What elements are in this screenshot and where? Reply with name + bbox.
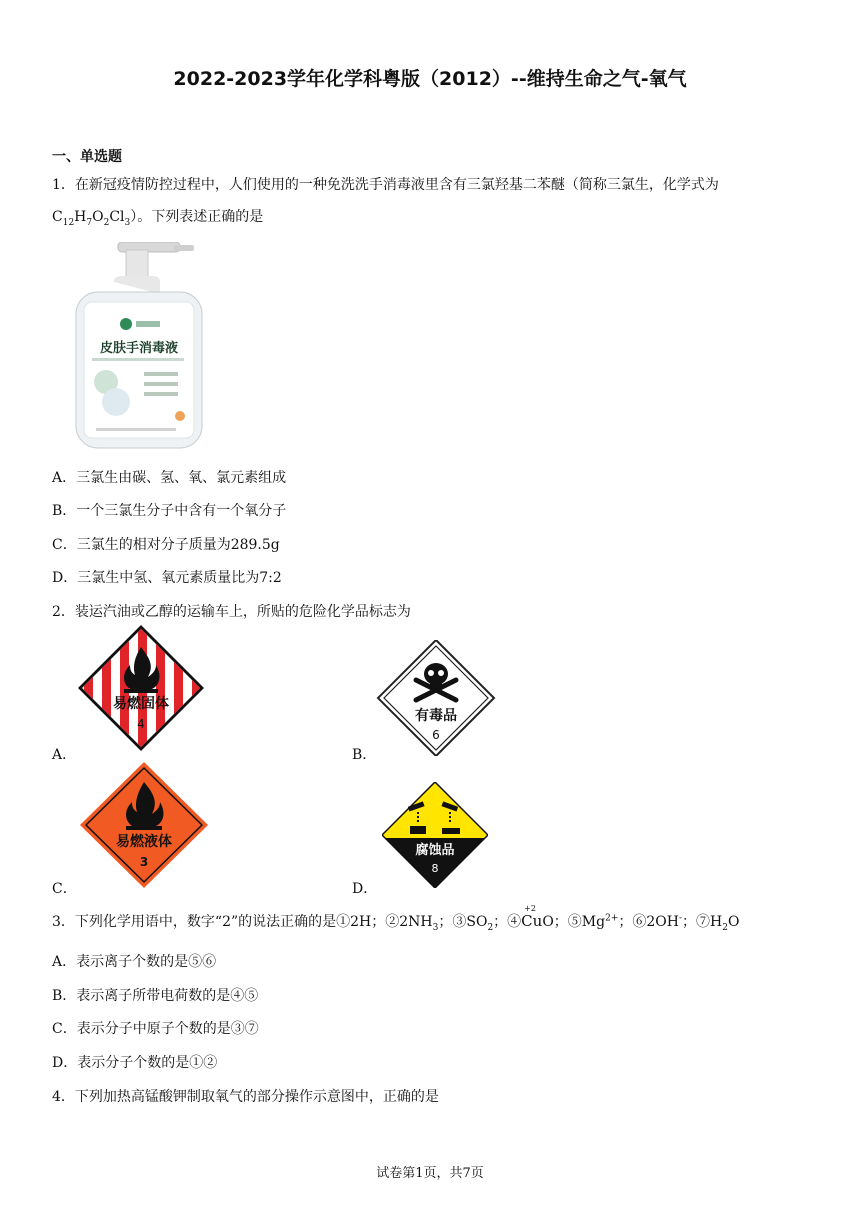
sign-b-text: 有毒品	[415, 708, 457, 724]
page-footer: 试卷第1页，共7页	[376, 1166, 484, 1181]
q3-stem-prefix: 3．下列化学用语中，数字“2”的说法正确的是①2H；②2NH	[52, 914, 433, 930]
page-title: 2022-2023学年化学科粤版（2012）--维持生命之气-氧气	[173, 68, 687, 90]
corrosive-sign	[382, 782, 488, 888]
q2-stem: 2．装运汽油或乙醇的运输车上，所贴的危险化学品标志为	[52, 604, 411, 620]
q1-formula: $C_{12}H_7O_2Cl_3$	[52, 209, 131, 228]
sign-d-number: 8	[431, 862, 439, 875]
sign-c-text: 易燃液体	[116, 834, 172, 850]
q3-cuo-formula: +2 CuO	[521, 904, 554, 930]
q3-option-a: A．表示离子个数的是⑤⑥	[52, 954, 217, 970]
q1-option-d: D．三氯生中氢、氧元素质量比为7:2	[52, 570, 282, 586]
q2-option-a-label: A．	[52, 747, 77, 763]
toxic-sign	[376, 640, 496, 756]
q4-stem: 4．下列加热高锰酸钾制取氧气的部分操作示意图中，正确的是	[52, 1089, 439, 1105]
q1-stem-line2	[52, 206, 263, 228]
sign-a-text: 易燃固体	[113, 696, 169, 712]
flammable-liquid-sign	[80, 762, 208, 888]
q3-option-b: B．表示离子所带电荷数的是④⑤	[52, 988, 259, 1004]
q2-option-d-label: D．	[352, 881, 378, 897]
q1-option-a: A．三氯生由碳、氢、氧、氯元素组成	[52, 470, 287, 486]
sign-d-text: 腐蚀品	[415, 843, 455, 858]
sign-c-number: 3	[139, 855, 149, 869]
sign-b-number: 6	[432, 728, 440, 742]
q1-stem-suffix: ）。下列表述正确的是	[130, 209, 264, 225]
q3-stem: 3．下列化学用语中，数字“2”的说法正确的是①2H；$②2NH_3$；$③SO_2$；④ +2 CuO；$⑤Mg^{2+}$；⑥2OH-；$⑦H_2O$	[52, 904, 740, 933]
q3-option-d: D．表示分子个数的是①②	[52, 1055, 218, 1071]
sanitizer-bottle-image	[66, 242, 206, 452]
sign-a-number: 4	[137, 717, 145, 731]
bottle-label-title: 皮肤手消毒液	[99, 341, 179, 356]
q2-option-c-label: C．	[52, 881, 77, 897]
flammable-solid-sign	[78, 625, 204, 751]
q1-option-b: B．一个三氯生分子中含有一个氧分子	[52, 503, 287, 519]
q2-option-b-label: B．	[352, 747, 377, 763]
q3-option-c: C．表示分子中原子个数的是③⑦	[52, 1021, 259, 1037]
section-heading: 一、单选题	[52, 149, 122, 165]
q1-option-c: C．三氯生的相对分子质量为289.5g	[52, 537, 280, 553]
q1-stem-line1: 1．在新冠疫情防控过程中，人们使用的一种免洗洗手消毒液里含有三氯羟基二苯醚（简称三氯生，化学式为	[52, 177, 719, 193]
